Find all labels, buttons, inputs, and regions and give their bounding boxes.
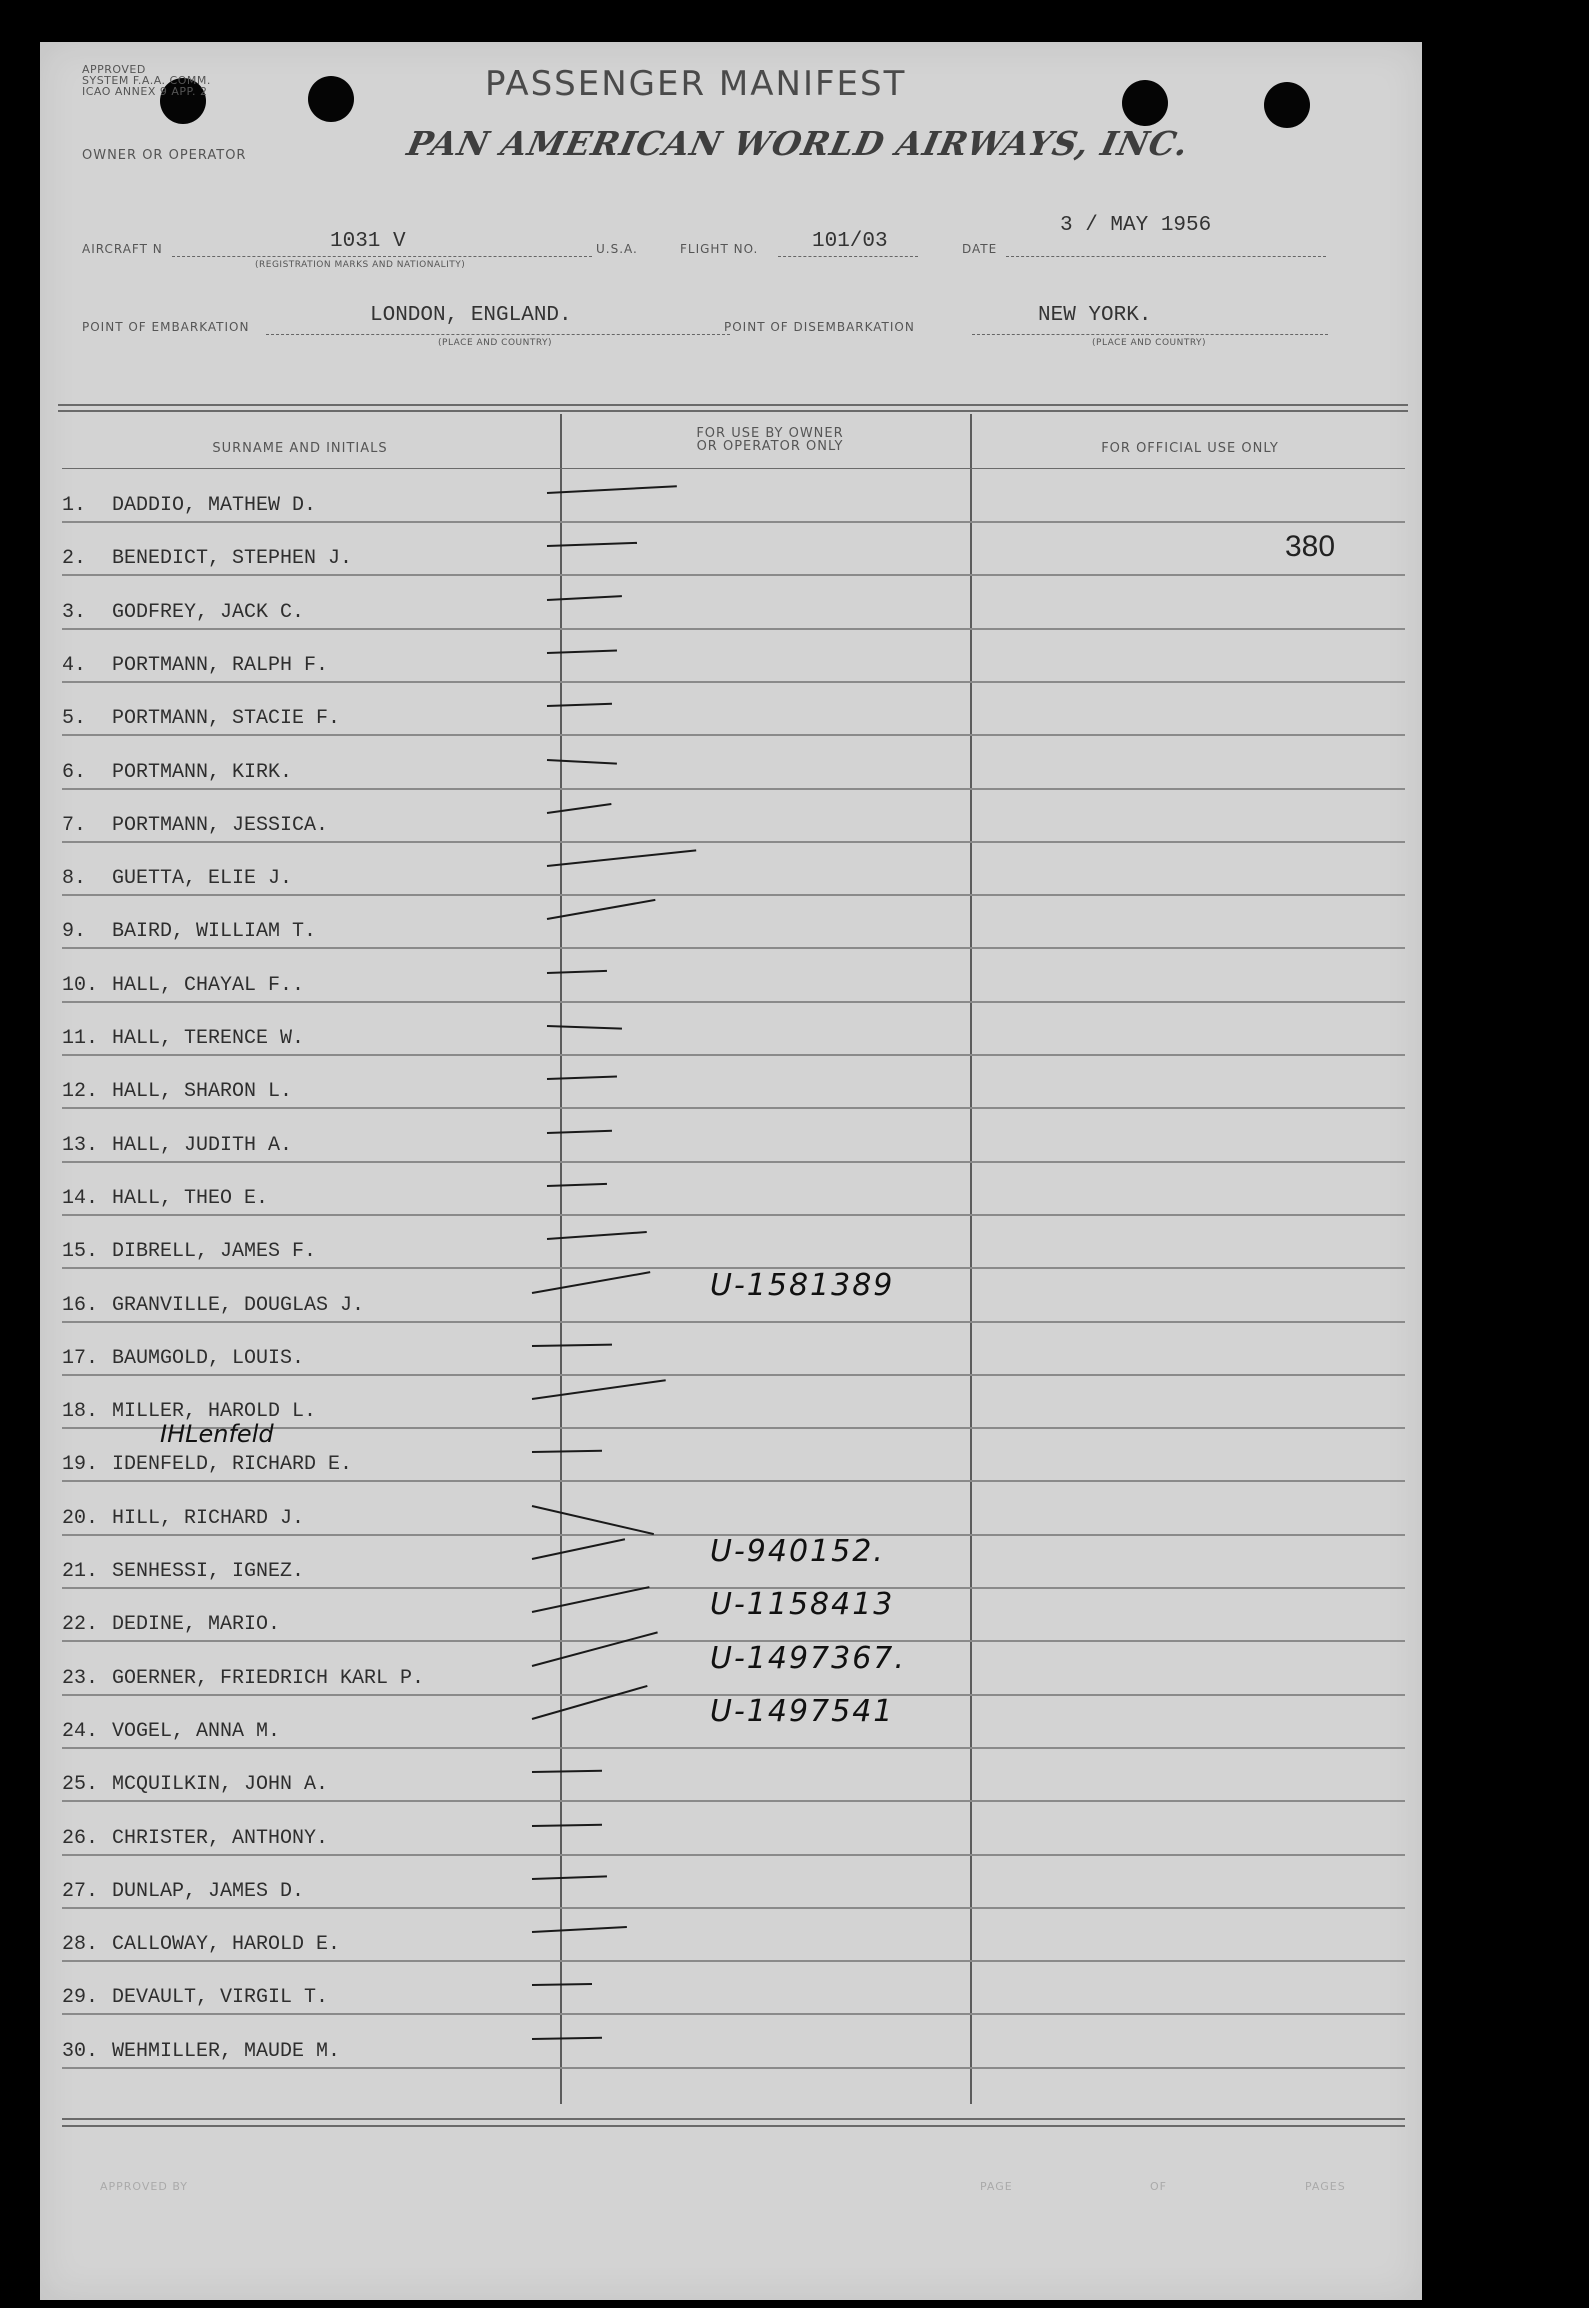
row-number: 9. <box>62 920 87 944</box>
check-mark <box>532 1770 602 1773</box>
passenger-row <box>62 1110 1405 1163</box>
handwritten-name-correction: IHLenfeld <box>160 1420 274 1448</box>
passenger-name <box>62 1134 292 1157</box>
row-number: 8. <box>62 867 87 891</box>
footer-of: OF <box>1150 2180 1167 2193</box>
punch-hole-right-1 <box>1122 80 1168 126</box>
passenger-name <box>62 601 304 624</box>
flight-value: 101/03 <box>812 230 888 253</box>
passenger-name <box>62 1667 424 1690</box>
check-mark <box>547 485 677 494</box>
passenger-name-text: WEHMILLER, MAUDE M. <box>112 2039 341 2063</box>
check-mark <box>547 899 656 920</box>
embark-fill-line <box>266 334 730 335</box>
passenger-row <box>62 1856 1405 1909</box>
passenger-name-text: MILLER, HAROLD L. <box>112 1400 317 1424</box>
passenger-name-text: DUNLAP, JAMES D. <box>112 1879 305 1903</box>
passenger-name-text: DIBRELL, JAMES F. <box>112 1240 317 1264</box>
date-value: 3 / MAY 1956 <box>1060 214 1212 237</box>
passenger-name <box>62 1240 316 1263</box>
row-number: 24. <box>62 1719 99 1743</box>
row-number: 25. <box>62 1773 99 1797</box>
passenger-name-text: IDENFELD, RICHARD E. <box>112 1453 353 1477</box>
passenger-row <box>62 1803 1405 1856</box>
check-mark <box>532 1450 602 1453</box>
punch-hole-center <box>308 76 354 122</box>
passenger-name <box>62 1187 268 1210</box>
column-header-surname: SURNAME AND INITIALS <box>212 441 388 456</box>
row-number: 6. <box>62 760 87 784</box>
check-mark <box>547 759 617 765</box>
passenger-name <box>62 1560 304 1583</box>
passenger-row <box>62 470 1405 523</box>
passenger-row <box>62 1589 1405 1642</box>
check-mark <box>532 1983 592 1986</box>
table-bottom-rule <box>62 2125 1405 2127</box>
passenger-name <box>62 1720 280 1743</box>
check-mark <box>547 595 622 601</box>
row-number: 21. <box>62 1560 99 1583</box>
passenger-row <box>62 1640 1405 1696</box>
visa-number-handwritten: U-940152. <box>710 1534 885 1569</box>
passenger-name-text: HILL, RICHARD J. <box>112 1506 305 1530</box>
passenger-name-text: PORTMANN, STACIE F. <box>112 707 341 731</box>
row-number: 20. <box>62 1506 99 1530</box>
row-number: 17. <box>62 1346 99 1370</box>
row-number: 11. <box>62 1027 99 1050</box>
check-mark <box>532 1379 666 1400</box>
passenger-name <box>62 1613 280 1636</box>
passenger-name <box>62 707 340 730</box>
check-mark <box>547 970 607 974</box>
row-number: 16. <box>62 1293 99 1317</box>
visa-number-handwritten: U-1158413 <box>710 1587 895 1623</box>
row-number: 13. <box>62 1133 99 1157</box>
passenger-name-text: CALLOWAY, HAROLD E. <box>112 1933 341 1957</box>
passenger-row <box>62 1267 1405 1323</box>
passenger-name <box>62 654 328 677</box>
row-number: 4. <box>62 653 87 677</box>
disembark-fill-line <box>972 334 1328 335</box>
company-name: PAN AMERICAN WORLD AIRWAYS, INC. <box>403 124 1193 163</box>
row-number: 10. <box>62 973 99 997</box>
usa-label: U.S.A. <box>596 242 638 256</box>
passenger-name-text: BENEDICT, STEPHEN J. <box>112 547 353 571</box>
passenger-name-text: CHRISTER, ANTHONY. <box>112 1826 329 1850</box>
passenger-row <box>62 1693 1405 1749</box>
column-header-official: FOR OFFICIAL USE ONLY <box>1101 441 1279 456</box>
row-number: 3. <box>62 600 87 624</box>
passenger-row <box>62 737 1405 790</box>
check-mark <box>547 1231 647 1240</box>
passenger-name <box>62 1294 364 1317</box>
embark-sub: (PLACE AND COUNTRY) <box>438 338 553 348</box>
check-mark <box>532 1271 651 1294</box>
passenger-name <box>62 1773 328 1796</box>
passenger-name-text: GOERNER, FRIEDRICH KARL P. <box>112 1666 425 1690</box>
aircraft-sub: (REGISTRATION MARKS AND NATIONALITY) <box>255 260 466 270</box>
check-mark <box>547 1129 612 1133</box>
passenger-row <box>62 790 1405 843</box>
passenger-row <box>62 896 1405 949</box>
page-title: PASSENGER MANIFEST <box>485 64 907 104</box>
row-number: 27. <box>62 1879 99 1903</box>
passenger-name <box>62 1027 304 1050</box>
disembark-label: POINT OF DISEMBARKATION <box>724 320 915 334</box>
row-number: 23. <box>62 1666 99 1690</box>
approval-line: APPROVED <box>82 63 146 76</box>
check-mark <box>547 1025 622 1030</box>
passenger-name-text: GODFREY, JACK C. <box>112 600 305 624</box>
footer-page: PAGE <box>980 2180 1013 2193</box>
passenger-name-text: DEVAULT, VIRGIL T. <box>112 1986 329 2010</box>
visa-number-handwritten: U-1581389 <box>710 1267 895 1303</box>
passenger-name-text: HALL, JUDITH A. <box>112 1133 293 1157</box>
check-mark <box>532 1926 627 1933</box>
passenger-name-text: BAUMGOLD, LOUIS. <box>112 1346 305 1370</box>
passenger-name <box>62 547 352 570</box>
official-number: 380 <box>1285 530 1336 563</box>
flight-fill-line <box>778 256 918 257</box>
date-label: DATE <box>962 242 998 256</box>
passenger-name-text: HALL, CHAYAL F.. <box>112 973 305 997</box>
punch-hole-right-2 <box>1264 82 1310 128</box>
passenger-row <box>62 577 1405 630</box>
header-bottom-rule <box>62 468 1405 469</box>
passenger-name <box>62 1080 292 1103</box>
passenger-name-text: BAIRD, WILLIAM T. <box>112 920 317 944</box>
passenger-name <box>62 494 316 517</box>
row-rule <box>62 2067 1405 2069</box>
row-number: 18. <box>62 1400 99 1424</box>
check-mark <box>547 849 696 867</box>
approval-stamp <box>82 64 211 97</box>
check-mark <box>547 703 612 707</box>
table-bottom-rule <box>62 2118 1405 2120</box>
approval-line: ICAO ANNEX 9 APP. 2 <box>82 85 208 98</box>
passenger-row <box>62 1216 1405 1269</box>
passenger-name <box>62 1933 340 1956</box>
passenger-row <box>62 843 1405 896</box>
row-number: 26. <box>62 1826 99 1850</box>
check-mark <box>547 1183 607 1187</box>
aircraft-fill-line <box>172 256 592 257</box>
passenger-name-text: HALL, THEO E. <box>112 1186 269 1210</box>
check-mark <box>532 2036 602 2039</box>
passenger-row <box>62 1483 1405 1536</box>
row-number: 29. <box>62 1986 99 2010</box>
visa-number-handwritten: U-1497541 <box>710 1693 895 1729</box>
row-number: 2. <box>62 547 87 571</box>
passenger-name <box>62 1507 304 1530</box>
passenger-row <box>62 1323 1405 1376</box>
passenger-name <box>62 1827 328 1850</box>
check-mark <box>532 1586 650 1613</box>
footer-pages: PAGES <box>1305 2180 1346 2193</box>
check-mark <box>532 1538 625 1560</box>
table-top-rule <box>58 410 1408 412</box>
passenger-name <box>62 974 304 997</box>
passenger-row <box>62 1536 1405 1589</box>
check-mark <box>547 803 612 814</box>
row-number: 1. <box>62 494 87 517</box>
passenger-name <box>62 1880 304 1903</box>
passenger-name-text: PORTMANN, RALPH F. <box>112 653 329 677</box>
passenger-name <box>62 867 292 890</box>
passenger-row <box>62 1056 1405 1109</box>
passenger-row <box>62 950 1405 1003</box>
date-fill-line <box>1006 256 1326 257</box>
passenger-name-text: SENHESSI, IGNEZ. <box>112 1560 305 1583</box>
row-number: 28. <box>62 1933 99 1957</box>
check-mark <box>532 1875 607 1880</box>
passenger-name <box>62 1986 328 2009</box>
row-number: 14. <box>62 1186 99 1210</box>
row-number: 15. <box>62 1240 99 1264</box>
passenger-name <box>62 2040 340 2063</box>
passenger-name <box>62 761 292 784</box>
passenger-row <box>62 2016 1405 2069</box>
flight-label: FLIGHT NO. <box>680 242 759 256</box>
table-top-rule <box>58 404 1408 406</box>
column-header-owner <box>600 427 940 453</box>
passenger-name-text: DEDINE, MARIO. <box>112 1613 281 1637</box>
disembark-value: NEW YORK. <box>1038 304 1152 327</box>
passenger-row <box>62 1749 1405 1802</box>
passenger-row <box>62 1003 1405 1056</box>
passenger-row <box>62 523 1405 576</box>
passenger-name-text: DADDIO, MATHEW D. <box>112 494 317 517</box>
passenger-name <box>62 814 328 837</box>
row-number: 19. <box>62 1453 99 1477</box>
check-mark <box>532 1343 612 1346</box>
check-mark <box>547 542 637 547</box>
embark-label: POINT OF EMBARKATION <box>82 320 250 334</box>
column-header-owner-line: OR OPERATOR ONLY <box>696 439 844 454</box>
check-mark <box>547 1076 617 1080</box>
approval-line: SYSTEM F.A.A. COMM. <box>82 74 211 87</box>
passenger-name-text: HALL, SHARON L. <box>112 1080 293 1104</box>
passenger-name-text: VOGEL, ANNA M. <box>112 1719 281 1743</box>
passenger-name-text: MCQUILKIN, JOHN A. <box>112 1773 329 1797</box>
aircraft-value: 1031 V <box>330 230 406 253</box>
passenger-row <box>62 683 1405 736</box>
owner-label: OWNER OR OPERATOR <box>82 148 247 163</box>
disembark-sub: (PLACE AND COUNTRY) <box>1092 338 1207 348</box>
check-mark <box>547 649 617 653</box>
passenger-name-text: PORTMANN, JESSICA. <box>112 813 329 837</box>
passenger-name-text: HALL, TERENCE W. <box>112 1027 305 1050</box>
row-number: 30. <box>62 2039 99 2063</box>
embark-value: LONDON, ENGLAND. <box>370 304 572 327</box>
visa-number-handwritten: U-1497367. <box>710 1640 906 1676</box>
passenger-row <box>62 1909 1405 1962</box>
row-number: 5. <box>62 707 87 731</box>
passenger-name-text: GUETTA, ELIE J. <box>112 867 293 891</box>
passenger-row <box>62 630 1405 683</box>
row-number: 22. <box>62 1613 99 1637</box>
check-mark <box>532 1505 654 1535</box>
passenger-name-text: PORTMANN, KIRK. <box>112 760 293 784</box>
passenger-row <box>62 1163 1405 1216</box>
footer-approved: APPROVED BY <box>100 2180 189 2193</box>
check-mark <box>532 1823 602 1826</box>
aircraft-label: AIRCRAFT N <box>82 242 163 256</box>
manifest-sheet <box>40 42 1422 2300</box>
passenger-name <box>62 920 316 943</box>
passenger-name <box>62 1347 304 1370</box>
passenger-row <box>62 1962 1405 2015</box>
column-header-owner-line: FOR USE BY OWNER <box>696 426 844 441</box>
passenger-name <box>62 1453 352 1476</box>
row-number: 12. <box>62 1080 99 1104</box>
row-number: 7. <box>62 813 87 837</box>
passenger-name-text: GRANVILLE, DOUGLAS J. <box>112 1293 365 1317</box>
